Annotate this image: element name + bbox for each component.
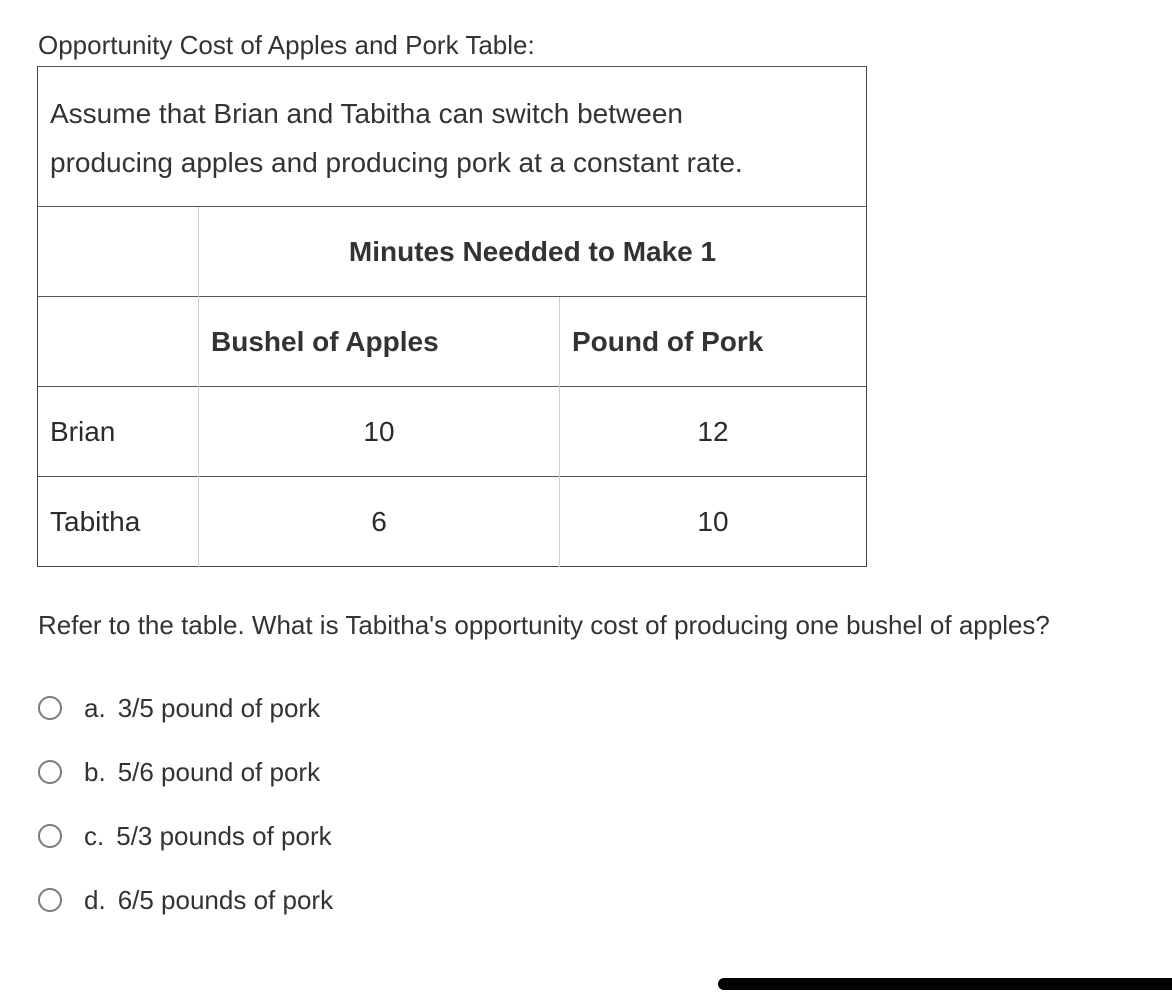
radio-circle-icon[interactable] [38, 760, 62, 784]
option-c[interactable] [38, 804, 333, 868]
option-letter: b. [84, 756, 106, 787]
table-row [38, 387, 867, 477]
radio-circle-icon[interactable] [38, 888, 62, 912]
empty-header-cell [38, 297, 199, 387]
intro-line-1: Assume that Brian and Tabitha can switch between [50, 97, 683, 129]
apples-value: 10 [199, 387, 560, 477]
option-a[interactable] [38, 676, 333, 740]
intro-line-2: producing apples and producing pork at a constant rate. [50, 146, 743, 178]
option-text: 5/3 pounds of pork [116, 820, 332, 851]
row-name: Brian [38, 387, 199, 477]
table-caption: Opportunity Cost of Apples and Pork Table: [38, 30, 535, 60]
column-header-apples: Bushel of Apples [199, 297, 560, 387]
apples-value: 6 [199, 477, 560, 567]
option-text: 5/6 pound of pork [117, 756, 321, 787]
opportunity-cost-table [37, 66, 867, 567]
option-text: 3/5 pound of pork [117, 692, 321, 723]
option-letter: c. [84, 820, 105, 851]
radio-circle-icon[interactable] [38, 824, 62, 848]
option-d[interactable] [38, 868, 333, 932]
pork-value: 10 [560, 477, 867, 567]
answer-options [38, 676, 333, 932]
table-row [38, 477, 867, 567]
question-text: Refer to the table. What is Tabitha's opportunity cost of producing one bushel of apples? [38, 610, 1050, 640]
table-intro [38, 67, 867, 207]
option-b[interactable] [38, 740, 333, 804]
pork-value: 12 [560, 387, 867, 477]
group-header: Minutes Needded to Make 1 [199, 207, 867, 297]
radio-circle-icon[interactable] [38, 696, 62, 720]
option-text: 6/5 pounds of pork [117, 884, 334, 915]
option-letter: d. [84, 884, 106, 915]
row-name: Tabitha [38, 477, 199, 567]
home-indicator[interactable] [718, 978, 1172, 990]
column-header-pork: Pound of Pork [560, 297, 867, 387]
empty-header-cell [38, 207, 199, 297]
option-letter: a. [84, 692, 106, 723]
